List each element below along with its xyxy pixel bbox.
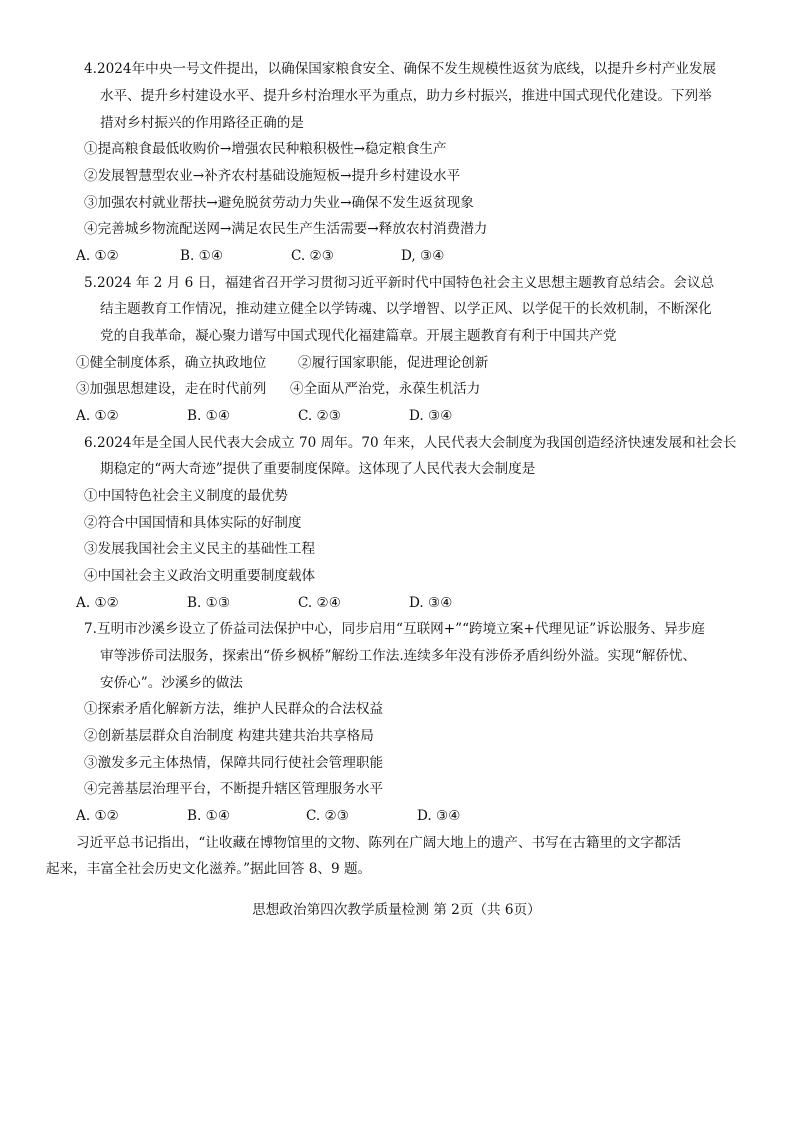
q6-item-2: ②符合中国国情和具体实际的好制度 (84, 515, 302, 531)
q5-stem-line-2: 结主题教育工作情况，推动建立健全以学铸魂、以学增智、以学正风、以学促干的长效机制，不断深化 (100, 301, 712, 317)
q7-stem-line-2: 审等涉侨司法服务，探索出“侨乡枫桥”解纷工作法.连续多年没有涉侨矛盾纠纷外溢。实现“解侨忧、 (100, 648, 697, 664)
q7-choice-d: D. ③④ (417, 808, 461, 824)
q4-choice-b: B. ①④ (180, 248, 224, 264)
q5-item-2: ②履行国家职能，促进理论创新 (298, 355, 489, 371)
q4-choice-a: A. ①② (76, 248, 119, 264)
q5-item-3: ③加强思想建设，走在时代前列 (76, 381, 267, 397)
q4-item-4: ④完善城乡物流配送网→满足农民生产生活需要→释放农村消费潜力 (84, 221, 488, 237)
q5-choice-c: C. ②③ (298, 408, 341, 424)
q5-choice-b: B. ①④ (187, 408, 231, 424)
q6-item-3: ③发展我国社会主义民主的基础性工程 (84, 541, 316, 557)
q7-stem-line-1: 7.互明市沙溪乡设立了侨益司法保护中心，同步启用“互联网+”“跨境立案+代理见证”诉讼服务、异步庭 (84, 621, 705, 637)
q4-stem-line-1: 4.2024年中央一号文件提出，以确保国家粮食安全、确保不发生规模性返贫为底线，以提升乡村产业发展 (84, 61, 717, 77)
q6-item-1: ①中国特色社会主义制度的最优势 (84, 488, 288, 504)
q6-item-4: ④中国社会主义政治文明重要制度载体 (84, 568, 316, 584)
q7-stem-line-3: 安侨心”。沙溪乡的做法 (100, 675, 243, 691)
q5-stem-line-1: 5.2024 年 2 月 6 日，福建省召开学习贯彻习近平新时代中国特色社会主义思想主题教育总结会。会议总 (84, 275, 715, 291)
q6-choice-c: C. ②④ (298, 595, 341, 611)
q7-item-2: ②创新基层群众自治制度 构建共建共治共享格局 (84, 728, 374, 744)
q5-item-4: ④全面从严治党，永葆生机活力 (290, 381, 481, 397)
q6-choice-b: B. ①③ (187, 595, 231, 611)
q4-item-2: ②发展智慧型农业→补齐农村基础设施短板→提升乡村建设水平 (84, 168, 461, 184)
q7-item-4: ④完善基层治理平台，不断提升辖区管理服务水平 (84, 781, 384, 797)
material-line-2: 起来，丰富全社会历史文化滋养。”据此回答 8、9 题。 (46, 861, 372, 877)
q7-choice-a: A. ①② (76, 808, 119, 824)
q6-choice-d: D. ③④ (409, 595, 453, 611)
q7-item-1: ①探索矛盾化解新方法，维护人民群众的合法权益 (84, 701, 384, 717)
q4-choice-d: D, ③④ (401, 248, 445, 264)
q4-stem-line-2: 水平、提升乡村建设水平、提升乡村治理水平为重点，助力乡村振兴，推进中国式现代化建设。下列举 (100, 88, 712, 104)
q7-choice-b: B. ①④ (187, 808, 231, 824)
q7-choice-c: C. ②③ (306, 808, 349, 824)
q5-stem-line-3: 党的自我革命，凝心聚力谱写中国式现代化福建篇章。开展主题教育有利于中国共产党 (100, 328, 617, 344)
q6-stem-line-2: 期稳定的“两大奇迹”提供了重要制度保障。这体现了人民代表大会制度是 (100, 461, 536, 477)
q4-choice-c: C. ②③ (291, 248, 334, 264)
q4-item-3: ③加强农村就业帮扶→避免脱贫劳动力失业→确保不发生返贫现象 (84, 195, 474, 211)
q6-choice-a: A. ①② (76, 595, 119, 611)
q4-stem-line-3: 措对乡村振兴的作用路径正确的是 (100, 115, 304, 131)
q7-item-3: ③激发多元主体热情，保障共同行使社会管理职能 (84, 755, 384, 771)
q6-stem-line-1: 6.2024年是全国人民代表大会成立 70 周年。70 年来，人民代表大会制度为我国创造经济快速发展和社会长 (84, 435, 737, 451)
material-line-1: 习近平总书记指出，“让收藏在博物馆里的文物、陈列在广阔大地上的遗产、书写在古籍里的文字都活 (76, 835, 682, 851)
q4-item-1: ①提高粮食最低收购价→增强农民种粮积极性→稳定粮食生产 (84, 141, 447, 157)
q5-item-1: ①健全制度体系，确立执政地位 (76, 355, 267, 371)
q5-choice-d: D. ③④ (409, 408, 453, 424)
page-footer: 思想政治第四次教学质量检测 第 2页（共 6页） (252, 902, 541, 918)
q5-choice-a: A. ①② (76, 408, 119, 424)
